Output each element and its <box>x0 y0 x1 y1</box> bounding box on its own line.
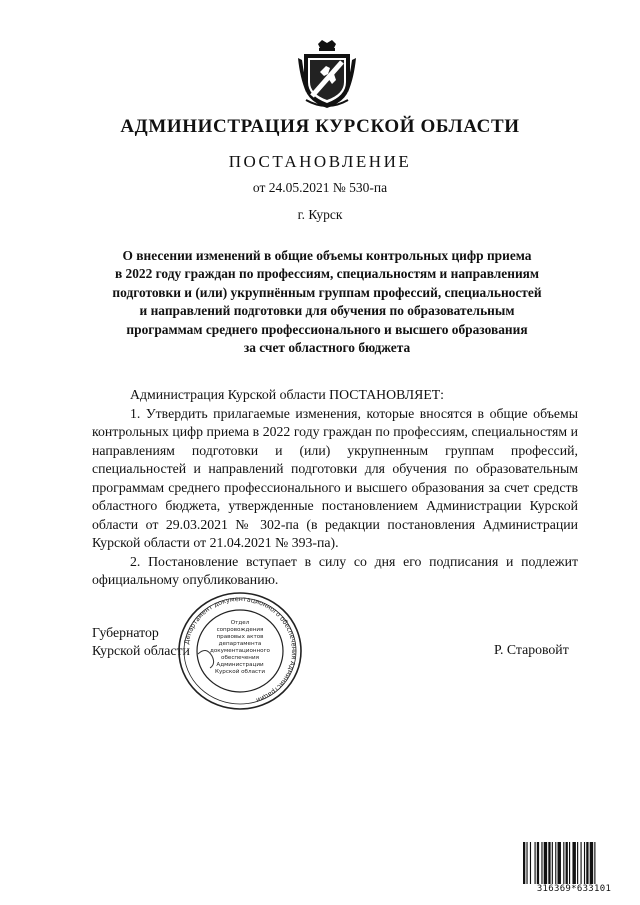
signer-title-line: Курской области <box>92 643 190 658</box>
signer-title-line: Губернатор <box>92 625 159 640</box>
stamp-center-line: Курской области <box>215 669 265 675</box>
document-subject <box>80 247 574 357</box>
subject-line: О внесении изменений в общие объемы контрольных цифр приема <box>122 248 532 263</box>
body-intro: Администрация Курской области ПОСТАНОВЛЯЕТ: <box>130 387 445 402</box>
stamp-center-line: Отдел <box>230 620 250 626</box>
document-city: г. Курск <box>297 207 343 222</box>
official-stamp <box>176 590 304 712</box>
document-type: ПОСТАНОВЛЕНИЕ <box>228 152 412 171</box>
subject-line: и направлений подготовки для обучения по образовательным <box>139 303 515 319</box>
subject-line: за счет областного бюджета <box>243 340 411 356</box>
stamp-center-line: правовых актов <box>216 634 264 640</box>
body-item-2: 2. Постановление вступает в силу со дня его подписания и подлежит официальному опубликованию. <box>92 553 578 587</box>
stamp-center-line: обеспечения <box>221 655 259 661</box>
stamp-center-line: департамента <box>218 641 262 647</box>
kursk-coat-of-arms-icon <box>296 38 358 110</box>
document-body <box>92 386 578 590</box>
stamp-ring-text: Департамент документационного обеспечения Администрации <box>182 594 299 705</box>
signer-name: Р. Старовойт <box>494 642 569 657</box>
subject-line: программам среднего профессионального и высшего образования <box>126 321 528 337</box>
barcode-number: 316369*633101 <box>521 884 627 894</box>
body-item-1: 1. Утвердить прилагаемые изменения, которые вносятся в общие объемы контрольных цифр приема в 2022 году граждан по профессиям, специальностям и направлениям подготовки и (или) укрупненным группам профессий, специальностей и направлений подготовки для обучения по образовательным программам среднего профессионального и высшего образования за счет средств областного бюджета, утвержденные постановлением Администрации Курской области от 29.03.2021 № 302-па (в редакции постановления Администрации Курской области от 21.04.2021 № 393-па). <box>92 405 578 550</box>
stamp-center-line: Администрации <box>216 662 264 668</box>
organization-title: АДМИНИСТРАЦИЯ КУРСКОЙ ОБЛАСТИ <box>120 116 520 137</box>
document-date-number: от 24.05.2021 № 530-па <box>252 180 388 195</box>
subject-line: подготовки и (или) укрупнённым группам профессий, специальностей <box>112 284 542 300</box>
stamp-center-line: сопровождения <box>216 627 264 633</box>
stamp-center-line: документационного <box>210 648 270 654</box>
subject-line: в 2022 году граждан по профессиям, специальностям и направлениям <box>114 266 540 282</box>
